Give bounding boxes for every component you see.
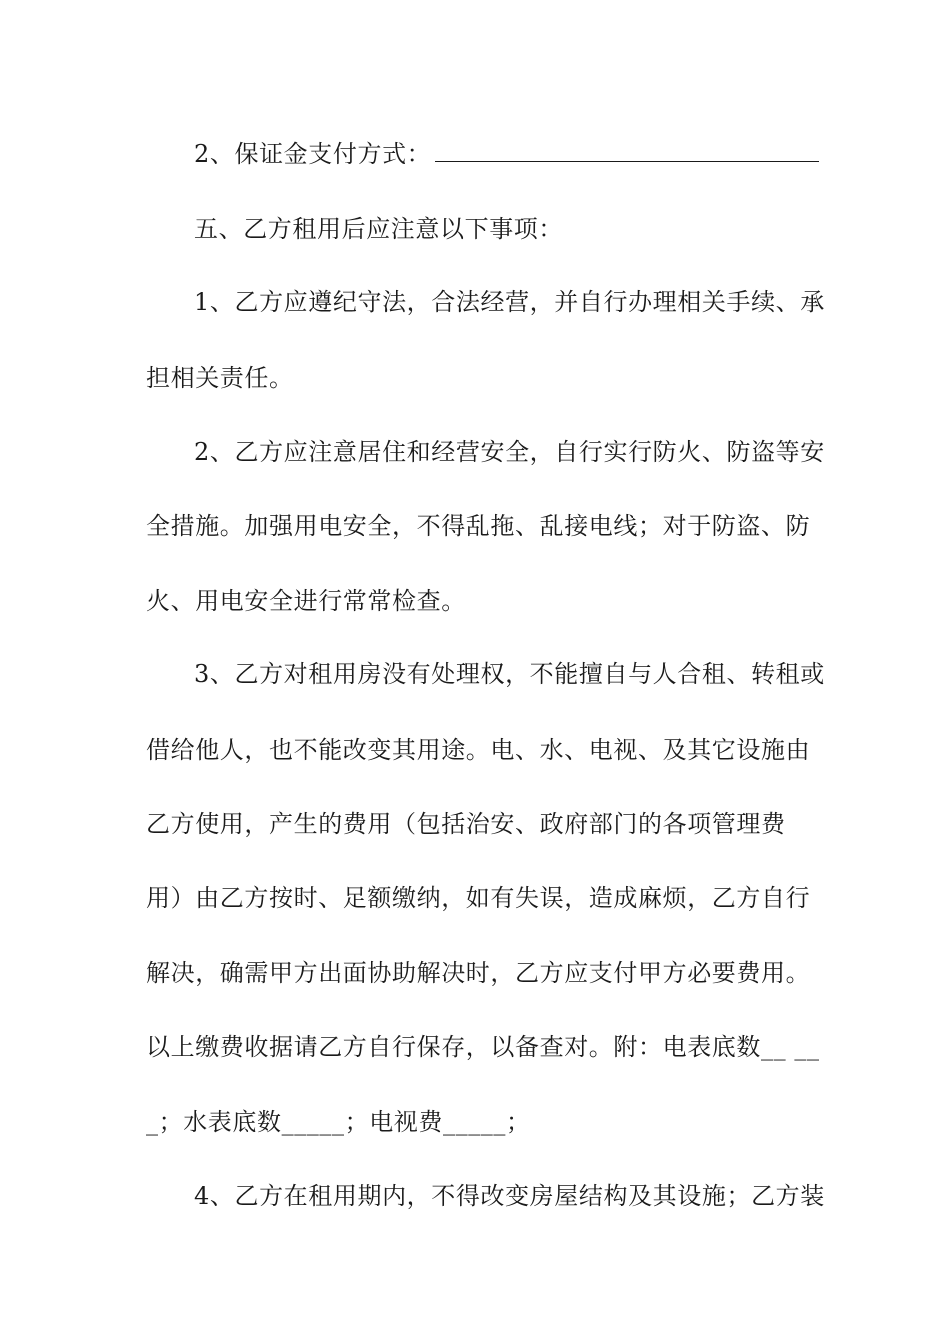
clause-3-line-3: 乙方使用，产生的费用（包括治安、政府部门的各项管理费 xyxy=(146,810,786,838)
clause-3-line-6: 以上缴费收据请乙方自行保存，以备查对。附：电表底数__ __ xyxy=(146,1033,820,1061)
clause-2-line-1: 2、乙方应注意居住和经营安全，自行实行防火、防盗等安 xyxy=(194,438,825,466)
clause-2-line-2: 全措施。加强用电安全，不得乱拖、乱接电线；对于防盗、防 xyxy=(146,512,811,540)
clause-2-line-3: 火、用电安全进行常常检查。 xyxy=(146,587,466,615)
section-five-heading: 五、乙方租用后应注意以下事项： xyxy=(194,215,563,243)
clause-4-line-1: 4、乙方在租用期内，不得改变房屋结构及其设施；乙方装 xyxy=(194,1182,825,1210)
deposit-payment-label: 2、保证金支付方式： xyxy=(194,140,432,168)
deposit-payment-blank xyxy=(435,139,819,162)
clause-3-line-7: _；水表底数_____；电视费_____； xyxy=(146,1108,531,1136)
clause-3-line-1: 3、乙方对租用房没有处理权，不能擅自与人合租、转租或 xyxy=(194,660,825,688)
clause-3-line-4: 用）由乙方按时、足额缴纳，如有失误，造成麻烦，乙方自行 xyxy=(146,884,811,912)
clause-3-line-2: 借给他人，也不能改变其用途。电、水、电视、及其它设施由 xyxy=(146,736,811,764)
clause-3-line-5: 解决，确需甲方出面协助解决时，乙方应支付甲方必要费用。 xyxy=(146,959,811,987)
clause-1-line-2: 担相关责任。 xyxy=(146,364,294,392)
clause-1-line-1: 1、乙方应遵纪守法，合法经营，并自行办理相关手续、承 xyxy=(194,288,825,316)
deposit-payment-line xyxy=(194,138,808,170)
